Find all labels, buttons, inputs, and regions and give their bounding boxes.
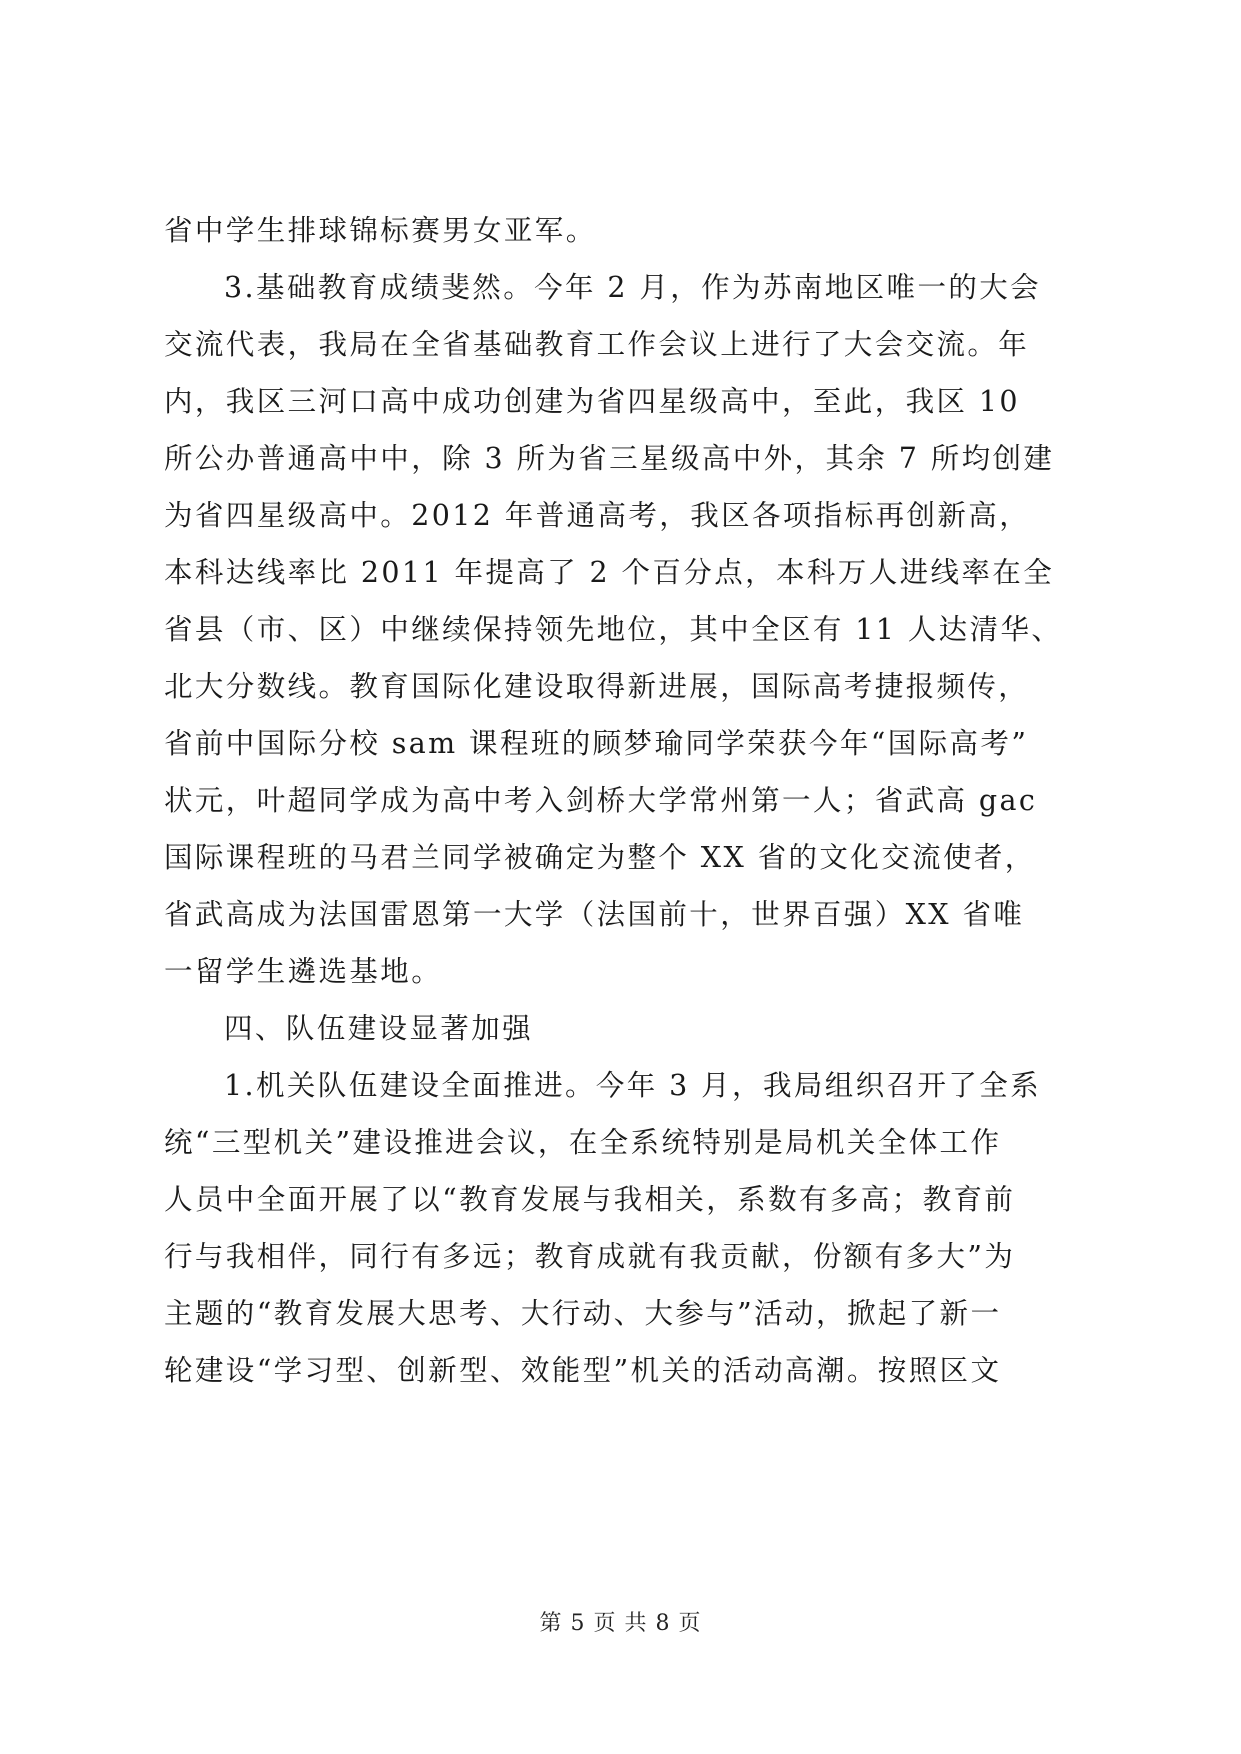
paragraph-line: 国际课程班的马君兰同学被确定为整个 XX 省的文化交流使者， [164, 841, 1036, 874]
paragraph-line: 人员中全面开展了以“教育发展与我相关，系数有多高；教育前 [164, 1183, 1016, 1216]
paragraph-line: 为省四星级高中。2012 年普通高考，我区各项指标再创新高， [164, 499, 1031, 532]
paragraph-line: 3.基础教育成绩斐然。今年 2 月，作为苏南地区唯一的大会 [224, 271, 1042, 304]
paragraph-line: 本科达线率比 2011 年提高了 2 个百分点，本科万人进线率在全 [164, 556, 1055, 589]
paragraph-line: 状元，叶超同学成为高中考入剑桥大学常州第一人；省武高 gac [164, 784, 1038, 817]
paragraph-line: 行与我相伴，同行有多远；教育成就有我贡献，份额有多大”为 [164, 1240, 1016, 1273]
paragraph-line: 省中学生排球锦标赛男女亚军。 [164, 214, 597, 247]
paragraph-line: 1.机关队伍建设全面推进。今年 3 月，我局组织召开了全系 [224, 1069, 1042, 1102]
paragraph-line: 轮建设“学习型、创新型、效能型”机关的活动高潮。按照区文 [164, 1354, 1002, 1387]
paragraph-line: 北大分数线。教育国际化建设取得新进展，国际高考捷报频传， [164, 670, 1030, 703]
paragraph-line: 省县（市、区）中继续保持领先地位，其中全区有 11 人达清华、 [164, 613, 1063, 646]
paragraph-line: 统“三型机关”建设推进会议，在全系统特别是局机关全体工作 [164, 1126, 1002, 1159]
paragraph-line: 主题的“教育发展大思考、大行动、大参与”活动，掀起了新一 [164, 1297, 1002, 1330]
paragraph-line: 所公办普通高中中，除 3 所为省三星级高中外，其余 7 所均创建 [164, 442, 1055, 475]
paragraph-line: 内，我区三河口高中成功创建为省四星级高中，至此，我区 10 [164, 385, 1020, 418]
page-footer: 第 5 页 共 8 页 [539, 1611, 702, 1636]
paragraph-line: 省前中国际分校 sam 课程班的顾梦瑜同学荣获今年“国际高考” [164, 727, 1029, 760]
paragraph-line: 省武高成为法国雷恩第一大学（法国前十，世界百强）XX 省唯 [164, 898, 1025, 931]
paragraph-line: 一留学生遴选基地。 [164, 955, 443, 988]
section-heading: 四、队伍建设显著加强 [224, 1012, 534, 1045]
paragraph-line: 交流代表，我局在全省基础教育工作会议上进行了大会交流。年 [164, 328, 1030, 361]
